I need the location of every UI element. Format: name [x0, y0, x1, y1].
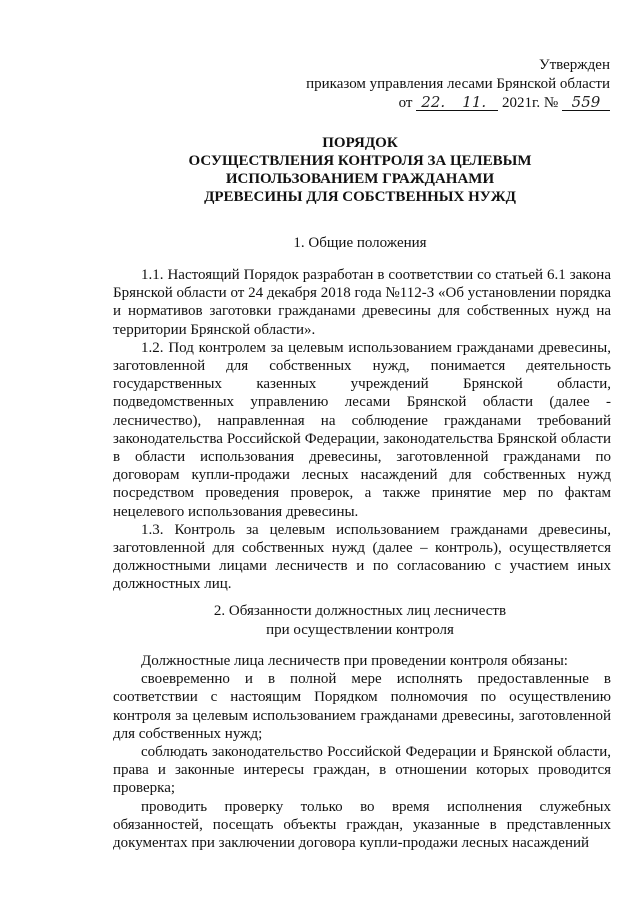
approval-date-line [306, 94, 610, 113]
handwritten-order-number: 559 [562, 94, 610, 111]
title-line-3: ИСПОЛЬЗОВАНИЕМ ГРАЖДАНАМИ [225, 171, 495, 187]
section-1-heading [100, 234, 620, 253]
section-2-body [113, 652, 611, 852]
section-1-body [113, 266, 611, 594]
paragraph-1-3: 1.3. Контроль за целевым использованием гражданами древесины, заготовленной для собственных нужд (далее – контроль), осуществляется должностными лицами лесничеств и по согласованию с участием иных должностных лиц. [113, 521, 611, 593]
date-prefix: от [398, 95, 413, 111]
section-2-heading [100, 602, 620, 640]
document-title [100, 134, 620, 206]
handwritten-month: 11. [450, 94, 498, 111]
section-2-heading-line-1: 2. Обязанности должностных лиц лесничеств [213, 603, 507, 619]
date-year: 2021г. № [501, 95, 559, 111]
handwritten-day: 22. [416, 94, 450, 111]
paragraph-1-2: 1.2. Под контролем за целевым использованием гражданами древесины, заготовленной для собственных нужд, понимается деятельность государственных казенных учреждений Брянской области, подведомственных управлению лесами Брянской области (далее - лесничество), направленная на соблюдение гражданами требований законодательства Российской Федерации, законодательства Брянской области в области использования древесины, заготовленной гражданами по договорам купли-продажи лесных насаждений для собственных нужд посредством проведения проверок, а также принятие мер по фактам нецелевого использования древесины. [113, 339, 611, 520]
paragraph-2-duty-2: соблюдать законодательство Российской Федерации и Брянской области, права и законные интересы граждан, в отношении которых проводится проверка; [113, 744, 611, 797]
paragraph-2-duty-3: проводить проверку только во время исполнения служебных обязанностей, посещать объекты граждан, указанные в представленных документах при заключении договора купли-продажи лесных насаждений [113, 798, 611, 852]
section-1-heading-text: 1. Общие положения [293, 235, 427, 251]
approval-line-1: Утвержден [538, 57, 610, 73]
paragraph-2-intro: Должностные лица лесничеств при проведении контроля обязаны: [141, 653, 568, 669]
title-line-4: ДРЕВЕСИНЫ ДЛЯ СОБСТВЕННЫХ НУЖД [204, 189, 516, 205]
approval-stamp [306, 56, 610, 113]
paragraph-1-1: 1.1. Настоящий Порядок разработан в соответствии со статьей 6.1 закона Брянской области от 24 декабря 2018 года №112-З «Об установлении порядка и нормативов заготовки гражданами древесины для собственных нужд на территории Брянской области». [113, 267, 611, 338]
title-line-2: ОСУЩЕСТВЛЕНИЯ КОНТРОЛЯ ЗА ЦЕЛЕВЫМ [188, 153, 532, 169]
approval-line-2: приказом управления лесами Брянской области [306, 76, 610, 92]
section-2-heading-line-2: при осуществлении контроля [266, 622, 454, 638]
paragraph-2-duty-1: своевременно и в полной мере исполнять предоставленные в соответствии с настоящим Порядком полномочия по осуществлению контроля за целевым использованием гражданами древесины, заготовленной для собственных нужд; [113, 671, 611, 742]
title-line-1: ПОРЯДОК [322, 135, 398, 151]
